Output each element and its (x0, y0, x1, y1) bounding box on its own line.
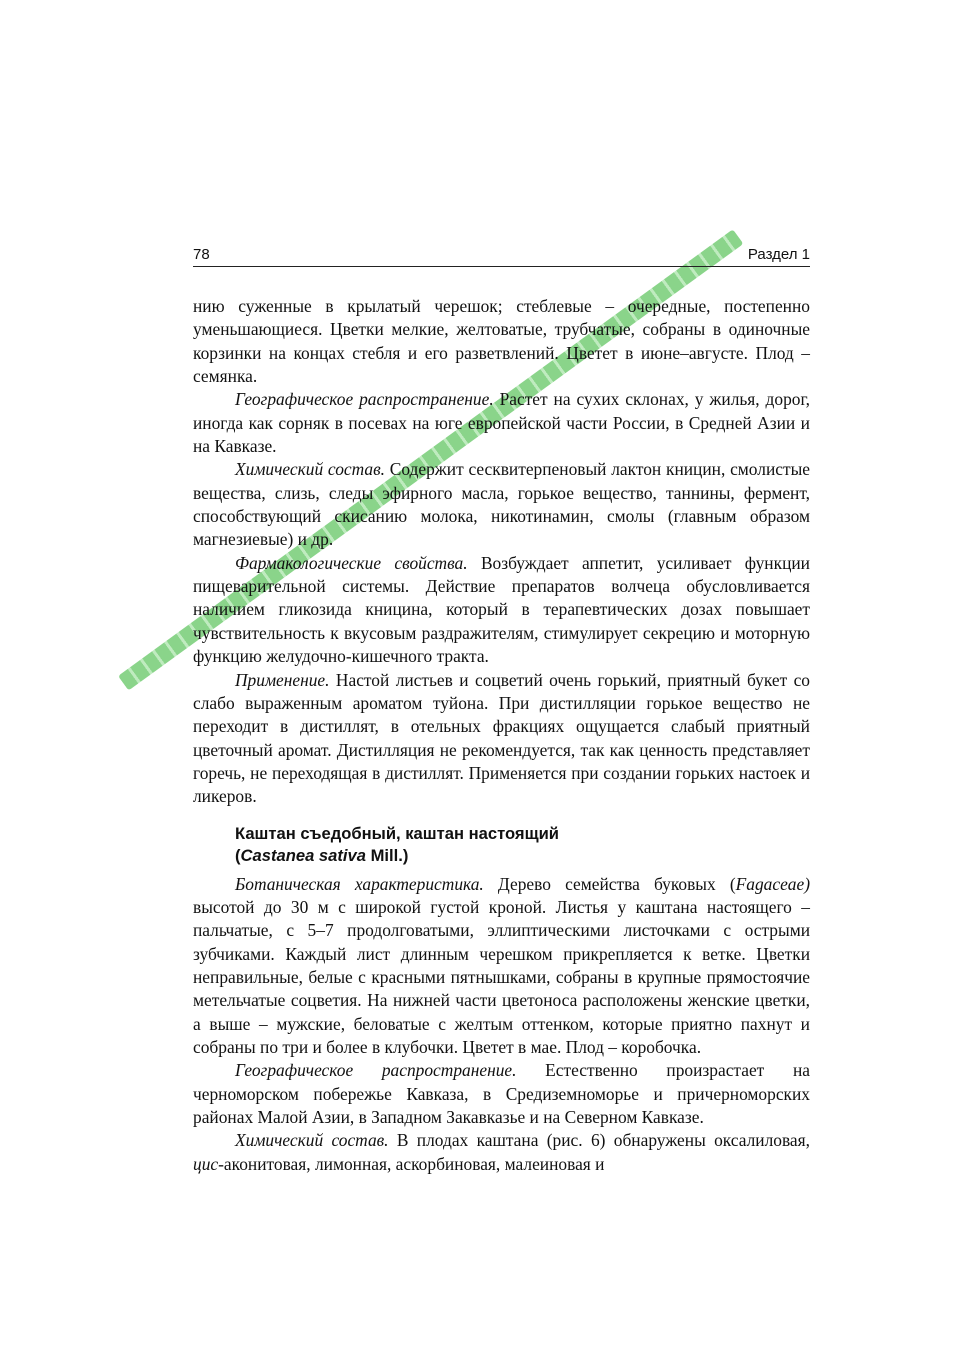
paragraph-botany (193, 873, 810, 1060)
author-abbrev: Mill.) (365, 845, 409, 865)
paragraph-distribution-chestnut (193, 1059, 810, 1129)
book-page (193, 246, 810, 1176)
paragraph-text: В плодах каштана (рис. 6) обнаружены оксалиловая, (388, 1130, 810, 1151)
paragraph-application (193, 669, 810, 809)
paragraph-text: -аконитовая, лимонная, аскорбиновая, малеиновая и (218, 1153, 605, 1174)
running-head (193, 246, 810, 267)
paragraph-lead: Географическое распространение. (235, 1060, 517, 1081)
page-number: 78 (193, 246, 210, 263)
paragraph-text: Содержит сесквитерпеновый лактон кницин, смолистые вещества, слизь, следы эфирного масла, горькое вещество, таннины, фермент, способствующий скисанию молока, никотинамин, смолы (главным образом магнезиевые) и др. (193, 459, 810, 550)
paragraph-lead: Ботаническая характеристика. (235, 873, 484, 894)
latin-name: Castanea sativa (240, 845, 366, 865)
paragraph-chemistry-chestnut (193, 1129, 810, 1176)
paragraph-text: Естественно произрастает на черноморском побережье Кавказа, в Средиземноморье и причерноморских районах Малой Азии, в Западном Закавказье и на Северном Кавказе. (193, 1060, 810, 1127)
paragraph-text: Дерево семейства буковых ( (483, 873, 736, 894)
paragraph-lead: Фармакологические свойства. (235, 552, 468, 573)
paragraph-distribution (193, 388, 810, 458)
paragraph-text: Растет на сухих склонах, у жилья, дорог, иногда как сорняк в посевах на юге европейской части России, в Средней Азии и на Кавказе. (193, 389, 811, 457)
section-title (235, 823, 810, 867)
paragraph-lead: Географическое распространение. (235, 389, 494, 410)
family-name: Fagaceae) (735, 873, 810, 894)
paragraph-text: Возбуждает аппетит, усиливает функции пищеварительной системы. Действие препаратов волчеца обусловливается наличием гликозида кницина, который в терапевтических дозах повышает чувствительность к вкусовым раздражителям, стимулирует секрецию и моторную функцию желудочно-кишечного тракта. (193, 552, 810, 667)
section-title-russian: Каштан съедобный, каштан настоящий (235, 823, 559, 843)
paragraph-text: нию суженные в крылатый черешок; стеблевые – очередные, постепенно уменьшающиеся. Цветки мелкие, желтоватые, трубчатые, собраны в одиночные корзинки на концах стебля и его разветвлений. Цветет в июне–августе. Плод – семянка. (193, 296, 810, 387)
paragraph-chemistry (193, 458, 810, 551)
paragraph-lead: Химический состав. (235, 1130, 389, 1151)
section-label: Раздел 1 (747, 246, 810, 263)
cis-prefix: цис (193, 1153, 219, 1174)
paragraph-description-end (193, 295, 810, 388)
paragraph-pharmacology (193, 552, 810, 669)
section-title-latin (235, 845, 810, 867)
paragraph-lead: Химический состав. (235, 459, 385, 480)
body-text (193, 295, 810, 1176)
paragraph-lead: Применение. (235, 669, 330, 690)
paragraph-text: высотой до 30 м с широкой густой кроной. Листья у каштана настоящего – пальчатые, с 5–7 продолговатыми, эллиптическими листочками с острыми зубчиками. Каждый лист длинным черешком прикрепляется к ветке. Цветки неправильные, белые с красными пятнышками, собраны в крупные прямостоячие метельчатые соцветия. На нижней части цветоноса расположены женские цветки, а выше – мужские, беловатые с желтым оттенком, которые приятно пахнут и собраны по три и более в клубочки. Цветет в мае. Плод – коробочка. (193, 896, 810, 1057)
title-paren: ( (235, 845, 241, 865)
paragraph-text: Настой листьев и соцветий очень горький, приятный букет со слабо выраженным ароматом туйона. При дистилляции горькое вещество не переходит в дистиллят, в отельных фракциях ощущается слабый приятный цветочный аромат. Дистилляция не рекомендуется, так как ценность представляет горечь, не переходящая в дистиллят. Применяется при создании горьких настоек и ликеров. (193, 669, 810, 807)
